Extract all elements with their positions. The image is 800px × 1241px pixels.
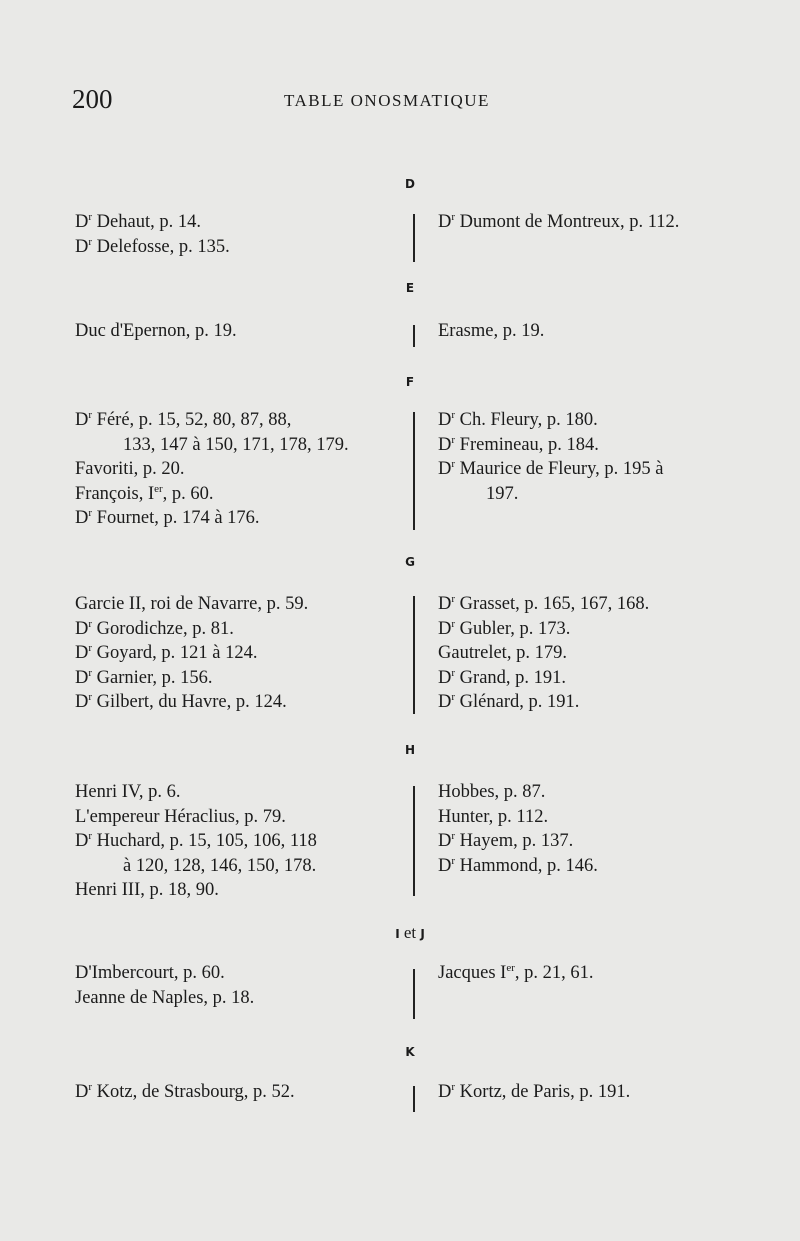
column-divider — [413, 786, 415, 896]
right-column — [438, 1080, 778, 1105]
index-entry: $D^r$ Gubler, p. 173. — [438, 617, 571, 639]
index-entry: $D^r$ Ch. Fleury, p. 180. — [438, 409, 598, 430]
column-divider — [413, 214, 415, 262]
section-letter-i: I — [395, 927, 400, 941]
page-number: 200 — [72, 84, 113, 114]
index-entry: $D^r$ Huchard, p. 15, 105, 106, 118 — [75, 830, 317, 851]
section-letter-k: K — [405, 1045, 415, 1059]
column-divider — [413, 1086, 415, 1112]
index-entry: $D^r$ Maurice de Fleury, p. 195 à — [438, 458, 664, 479]
index-entry: $D^r$ Goyard, p. 121 à 124. — [75, 642, 258, 663]
index-entry-continuation: à 120, 128, 146, 150, 178. — [123, 855, 317, 876]
section-letter-g: G — [405, 555, 415, 569]
right-column — [438, 592, 778, 715]
section-letter-d: D — [405, 177, 415, 191]
index-entry: $D^r$ Féré, p. 15, 52, 80, 87, 88, — [75, 409, 292, 430]
left-column — [75, 319, 395, 344]
index-entry: $D^r$ Dehaut, p. 14. — [75, 211, 201, 232]
left-column — [75, 780, 395, 903]
index-entry: $D^r$ Glénard, p. 191. — [438, 691, 580, 712]
column-divider — [413, 596, 415, 714]
right-column — [438, 780, 778, 878]
index-entry: $D^r$ Hayem, p. 137. — [438, 830, 574, 851]
index-entry: D'Imbercourt, p. 60. — [75, 963, 225, 983]
index-entry: $D^r$ Grand, p. 191. — [438, 666, 567, 688]
index-entry: Jeanne de Naples, p. 18. — [75, 987, 255, 1008]
index-entry: Erasme, p. 19. — [438, 321, 545, 341]
index-entry: Hunter, p. 112. — [438, 806, 549, 827]
index-entry-continuation: 197. — [486, 483, 519, 504]
right-column — [438, 319, 778, 344]
column-divider — [413, 325, 415, 347]
index-entry: $D^r$ Hammond, p. 146. — [438, 854, 598, 876]
section-letter-ij — [0, 923, 800, 943]
index-entry: Favoriti, p. 20. — [75, 459, 185, 479]
index-entry: L'empereur Héraclius, p. 79. — [75, 806, 286, 827]
right-column — [438, 210, 778, 235]
index-entry: $D^r$ Garnier, p. 156. — [75, 666, 213, 688]
index-entry: $D^r$ Dumont de Montreux, p. 112. — [438, 211, 680, 232]
right-column — [438, 961, 778, 986]
index-entry: $D^r$ Gorodichze, p. 81. — [75, 617, 234, 639]
index-entry: Henri IV, p. 6. — [75, 782, 181, 802]
section-letter-conjunction: et — [403, 923, 417, 942]
section-letter-f: F — [405, 375, 415, 389]
left-column — [75, 210, 395, 259]
left-column — [75, 1080, 395, 1105]
index-entry: Garcie II, roi de Navarre, p. 59. — [75, 594, 309, 614]
section-letter-e: E — [405, 281, 415, 295]
index-entry: $D^r$ Fremineau, p. 184. — [438, 433, 599, 455]
index-entry: Hobbes, p. 87. — [438, 782, 546, 802]
index-entry: Gautrelet, p. 179. — [438, 643, 567, 663]
running-title: TABLE ONOSMATIQUE — [284, 91, 490, 110]
index-entry: $D^r$ Kortz, de Paris, p. 191. — [438, 1081, 631, 1102]
section-letter-j: J — [420, 927, 425, 941]
index-entry: François, Ier, p. 60. — [75, 482, 214, 504]
index-entry: $D^r$ Kotz, de Strasbourg, p. 52. — [75, 1081, 295, 1102]
index-entry: $D^r$ Grasset, p. 165, 167, 168. — [438, 593, 650, 614]
right-column — [438, 408, 778, 506]
left-column — [75, 408, 395, 531]
column-divider — [413, 969, 415, 1019]
section-letter-h: H — [404, 743, 416, 757]
index-entry: Jacques Ier, p. 21, 61. — [438, 962, 594, 983]
index-entry: $D^r$ Gilbert, du Havre, p. 124. — [75, 691, 287, 712]
index-entry: $D^r$ Fournet, p. 174 à 176. — [75, 507, 260, 528]
left-column — [75, 592, 395, 715]
index-entry: Duc d'Epernon, p. 19. — [75, 321, 237, 341]
index-entry-continuation: 133, 147 à 150, 171, 178, 179. — [123, 434, 349, 455]
index-entry: $D^r$ Delefosse, p. 135. — [75, 235, 230, 257]
column-divider — [413, 412, 415, 530]
left-column — [75, 961, 395, 1010]
page-header — [72, 84, 732, 118]
index-entry: Henri III, p. 18, 90. — [75, 880, 219, 900]
